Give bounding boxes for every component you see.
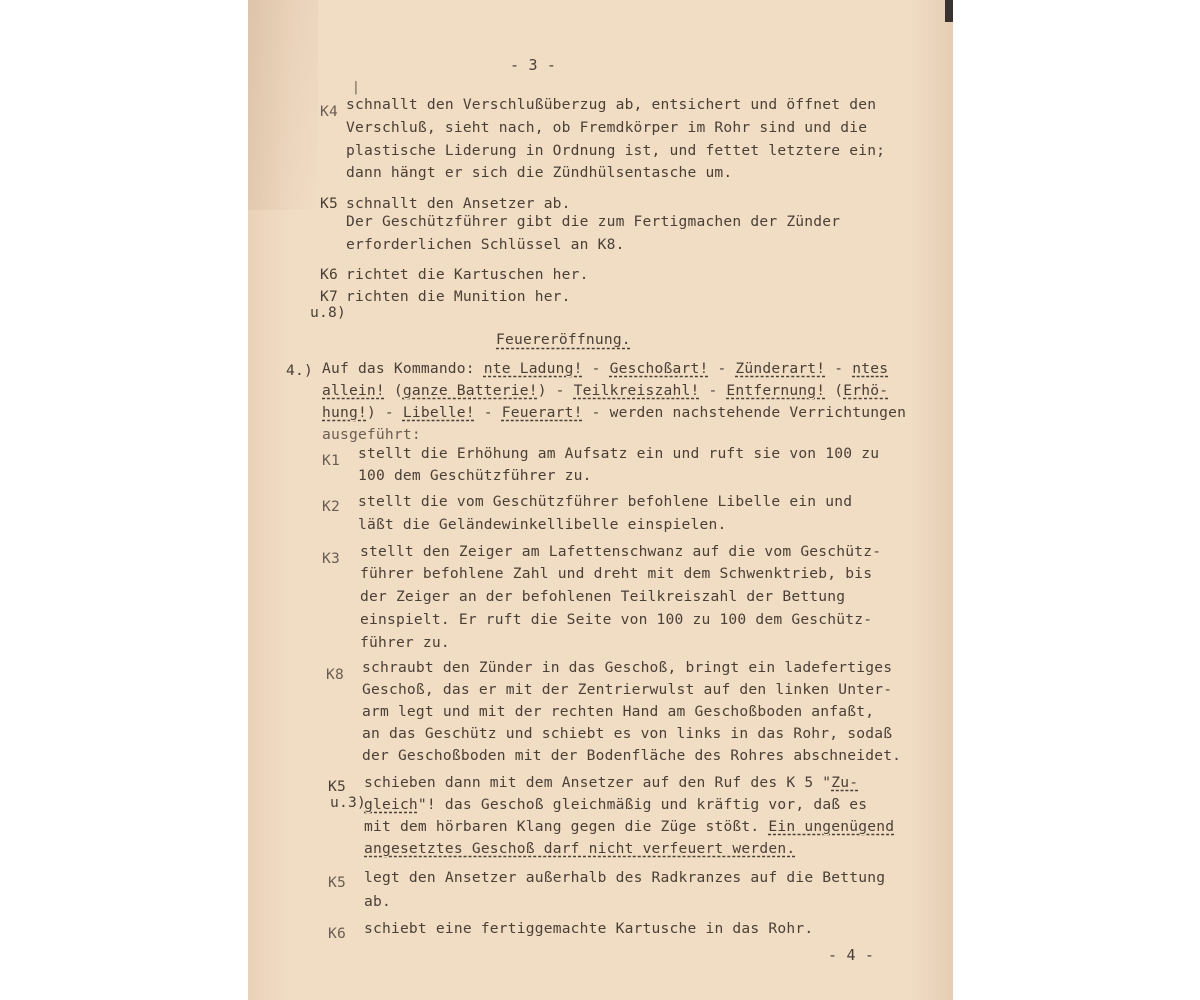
text-line: läßt die Geländewinkellibelle einspielen. [358,516,727,533]
label-k5b: K5 [328,874,346,891]
text-line: legt den Ansetzer außerhalb des Radkranzes auf die Bettung [364,869,886,886]
document-page [248,0,953,1000]
text-line: stellt den Zeiger am Lafettenschwanz auf die vom Geschütz- [360,543,882,560]
text-line: führer zu. [360,634,450,651]
label-u3: u.3) [330,794,366,811]
label-k5: K5 [320,195,338,212]
text-line: erforderlichen Schlüssel an K8. [346,236,625,253]
text-line: schnallt den Ansetzer ab. [346,195,571,212]
text-line: schnallt den Verschlußüberzug ab, entsichert und öffnet den [346,96,877,113]
label-k8: K8 [326,666,344,683]
text-line: an das Geschütz und schiebt es von links in das Rohr, sodaß [362,725,893,742]
next-page-number: - 4 - [828,946,875,964]
text-line: gleich"! das Geschoß gleichmäßig und kräftig vor, daß es [364,796,868,813]
text-line: mit dem hörbaren Klang gegen die Züge stößt. Ein ungenügend [364,818,895,835]
text-line: schieben dann mit dem Ansetzer auf den Ruf des K 5 "Zu- [364,774,859,791]
text-line: Der Geschützführer gibt die zum Fertigmachen der Zünder [346,213,841,230]
section-heading: Feuereröffnung. [496,331,631,348]
text-line: Geschoß, das er mit der Zentrierwulst auf den linken Unter- [362,681,893,698]
page-edge [945,0,953,22]
text-line: schiebt eine fertiggemachte Kartusche in das Rohr. [364,920,814,937]
text-line: allein! (ganze Batterie!) - Teilkreiszahl! - Entfernung! (Erhö- [322,382,889,399]
text-line: dann hängt er sich die Zündhülsentasche um. [346,164,733,181]
text-line: ausgeführt: [322,426,421,443]
margin-mark: | [352,80,361,95]
text-line: der Geschoßboden mit der Bodenfläche des Rohres abschneidet. [362,747,902,764]
label-k1: K1 [322,452,340,469]
label-k7: K7 [320,288,338,305]
text-line: 100 dem Geschützführer zu. [358,467,592,484]
label-k2: K2 [322,498,340,515]
paragraph-number: 4.) [286,362,313,379]
text-line: angesetztes Geschoß darf nicht verfeuert werden. [364,840,796,857]
label-k4: K4 [320,103,338,120]
text-line: der Zeiger an der befohlenen Teilkreiszahl der Bettung [360,588,846,605]
text-line: einspielt. Er ruft die Seite von 100 zu 100 dem Geschütz- [360,611,873,628]
text-line: ab. [364,893,391,910]
label-k3: K3 [322,550,340,567]
text-line: plastische Liderung in Ordnung ist, und fettet letztere ein; [346,142,886,159]
page-fold-shadow [248,0,318,210]
page-number: - 3 - [510,56,557,74]
text-line: führer befohlene Zahl und dreht mit dem Schwenktrieb, bis [360,565,873,582]
text-line: Auf das Kommando: nte Ladung! - Geschoßart! - Zünderart! - ntes [322,360,889,377]
text-line: richten die Munition her. [346,288,571,305]
label-k5: K5 [328,778,346,795]
label-k6: K6 [320,266,338,283]
text-line: stellt die vom Geschützführer befohlene Libelle ein und [358,493,853,510]
text-line: schraubt den Zünder in das Geschoß, bringt ein ladefertiges [362,659,893,676]
text-line: richtet die Kartuschen her. [346,266,589,283]
text-line: Verschluß, sieht nach, ob Fremdkörper im Rohr sind und die [346,119,868,136]
label-u8: u.8) [310,304,346,321]
text-line: arm legt und mit der rechten Hand am Geschoßboden anfaßt, [362,703,875,720]
text-line: hung!) - Libelle! - Feuerart! - werden nachstehende Verrichtungen [322,404,907,421]
text-line: stellt die Erhöhung am Aufsatz ein und ruft sie von 100 zu [358,445,880,462]
label-k6b: K6 [328,925,346,942]
